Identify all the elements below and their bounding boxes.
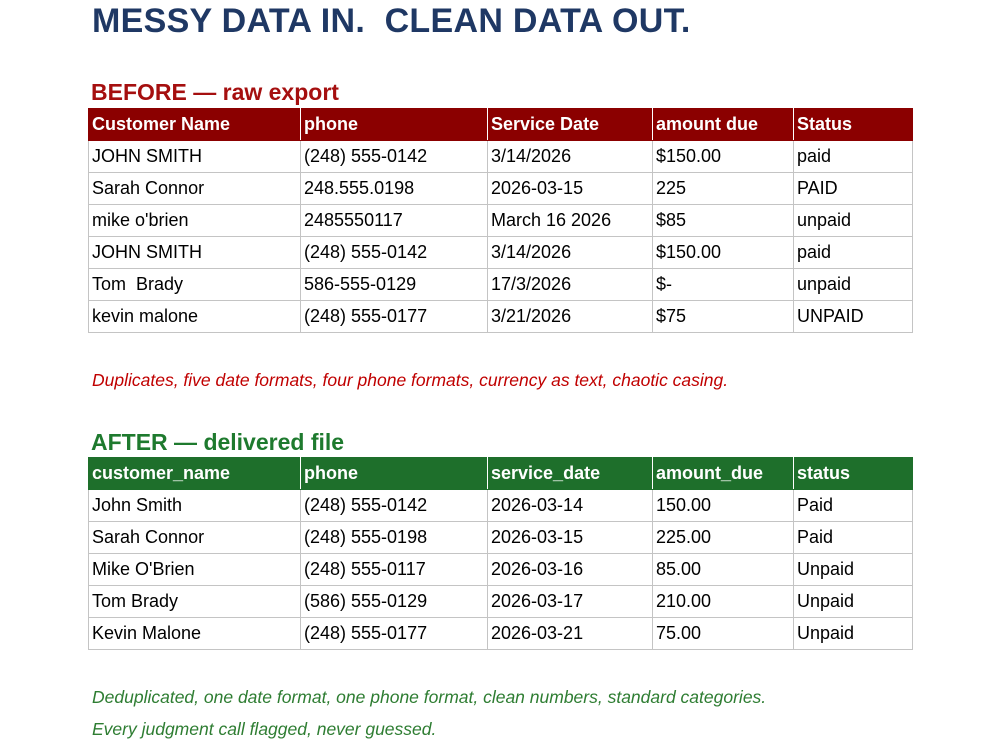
table-cell: $- (653, 269, 794, 301)
column-header: phone (301, 458, 488, 490)
table-cell: 2026-03-21 (488, 618, 653, 650)
column-header: phone (301, 109, 488, 141)
column-header: Customer Name (89, 109, 301, 141)
column-header: Status (794, 109, 913, 141)
page-title: MESSY DATA IN. CLEAN DATA OUT. (92, 2, 691, 40)
before-table-body (89, 141, 913, 333)
table-cell: 225.00 (653, 522, 794, 554)
after-table (88, 457, 913, 650)
table-cell: 75.00 (653, 618, 794, 650)
table-cell: $85 (653, 205, 794, 237)
table-cell: 210.00 (653, 586, 794, 618)
before-note: Duplicates, five date formats, four phone formats, currency as text, chaotic casing. (92, 370, 729, 390)
table-cell: Paid (794, 490, 913, 522)
table-cell: JOHN SMITH (89, 237, 301, 269)
table-cell: $150.00 (653, 141, 794, 173)
table-cell: 3/14/2026 (488, 141, 653, 173)
table-cell: Kevin Malone (89, 618, 301, 650)
table-cell: Unpaid (794, 618, 913, 650)
table-cell: 2026-03-15 (488, 522, 653, 554)
table-cell: unpaid (794, 205, 913, 237)
column-header: Service Date (488, 109, 653, 141)
table-cell: paid (794, 237, 913, 269)
column-header: status (794, 458, 913, 490)
table-cell: Sarah Connor (89, 173, 301, 205)
after-note-1: Deduplicated, one date format, one phone format, clean numbers, standard categories. (92, 687, 767, 707)
table-cell: 3/14/2026 (488, 237, 653, 269)
table-cell: 2485550117 (301, 205, 488, 237)
table-cell: (248) 555-0177 (301, 301, 488, 333)
table-row (89, 618, 913, 650)
column-header: service_date (488, 458, 653, 490)
after-header-row (89, 458, 913, 490)
table-cell: Unpaid (794, 586, 913, 618)
table-cell: John Smith (89, 490, 301, 522)
table-row (89, 522, 913, 554)
after-note-2: Every judgment call flagged, never guessed. (92, 719, 437, 739)
table-cell: Sarah Connor (89, 522, 301, 554)
table-cell: Tom Brady (89, 586, 301, 618)
table-row (89, 490, 913, 522)
table-row (89, 237, 913, 269)
table-row (89, 173, 913, 205)
table-cell: 2026-03-15 (488, 173, 653, 205)
table-cell: Paid (794, 522, 913, 554)
table-cell: kevin malone (89, 301, 301, 333)
table-cell: 17/3/2026 (488, 269, 653, 301)
table-row (89, 141, 913, 173)
table-cell: Mike O'Brien (89, 554, 301, 586)
table-cell: (248) 555-0142 (301, 141, 488, 173)
table-cell: 85.00 (653, 554, 794, 586)
table-cell: Tom Brady (89, 269, 301, 301)
table-cell: Unpaid (794, 554, 913, 586)
table-cell: 248.555.0198 (301, 173, 488, 205)
table-cell: 225 (653, 173, 794, 205)
table-cell: 150.00 (653, 490, 794, 522)
before-table (88, 108, 913, 333)
table-cell: (586) 555-0129 (301, 586, 488, 618)
column-header: amount due (653, 109, 794, 141)
table-cell: PAID (794, 173, 913, 205)
table-cell: 586-555-0129 (301, 269, 488, 301)
table-row (89, 301, 913, 333)
after-heading: AFTER — delivered file (91, 429, 345, 455)
table-cell: 2026-03-17 (488, 586, 653, 618)
column-header: customer_name (89, 458, 301, 490)
before-heading: BEFORE — raw export (91, 79, 339, 105)
table-cell: 2026-03-14 (488, 490, 653, 522)
before-header-row (89, 109, 913, 141)
table-cell: (248) 555-0177 (301, 618, 488, 650)
table-row (89, 586, 913, 618)
column-header: amount_due (653, 458, 794, 490)
table-row (89, 554, 913, 586)
table-cell: (248) 555-0142 (301, 490, 488, 522)
table-cell: unpaid (794, 269, 913, 301)
table-cell: paid (794, 141, 913, 173)
table-cell: (248) 555-0117 (301, 554, 488, 586)
table-cell: $150.00 (653, 237, 794, 269)
table-cell: UNPAID (794, 301, 913, 333)
after-table-body (89, 490, 913, 650)
table-cell: 3/21/2026 (488, 301, 653, 333)
table-row (89, 269, 913, 301)
table-cell: (248) 555-0142 (301, 237, 488, 269)
table-cell: March 16 2026 (488, 205, 653, 237)
table-cell: (248) 555-0198 (301, 522, 488, 554)
table-row (89, 205, 913, 237)
table-cell: 2026-03-16 (488, 554, 653, 586)
table-cell: $75 (653, 301, 794, 333)
table-cell: JOHN SMITH (89, 141, 301, 173)
table-cell: mike o'brien (89, 205, 301, 237)
